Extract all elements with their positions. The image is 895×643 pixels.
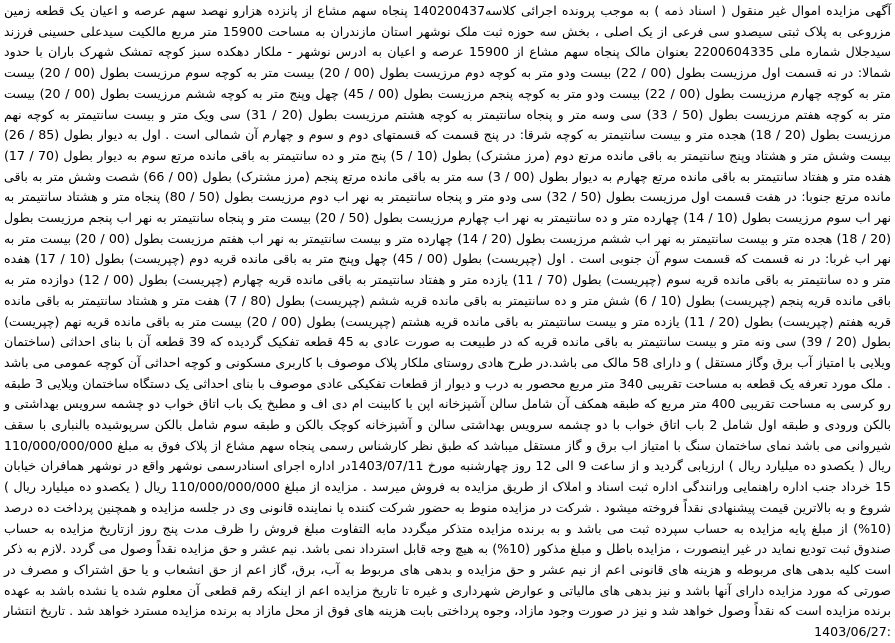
auction-notice-page xyxy=(4,1,892,640)
auction-notice-body: آگهی مزایده اموال غیر منقول ( اسناد ذمه ) به موجب پرونده اجرائی کلاسه140200437 پنجاه سهم مشاع از پانزده هزارو نهصد سهم عرصه و اعیان یک قطعه زمین مزروعی به پلاک ثبتی سیصدو سی فرعی از یک اصلی ، بخش سه حوزه ثبت ملک نوشهر استان مازندران به مساحت 15900 متر مربع مالکیت سیدعلی حسینی فرزند سیدجلال شماره ملی 2200604335 بعنوان مالک پنجاه سهم مشاع از 15900 عرصه و اعیان به ادرس نوشهر - ملکار دهکده سبز کوچه تمشک شهرک باران با حدود شمالا: در نه قسمت اول مرزیست بطول (00 / 22) بیست ودو متر به کوچه دوم مرزیست بطول (00 / 20) بیست متر به کوچه سوم مرزیست بطول (00 / 20) بیست متر به کوچه چهارم مرزیست بطول (00 / 22) بیست ودو متر به کوچه پنجم مرزیست بطول (00 / 45) چهل وپنج متر به کوچه ششم مرزیست بطول (00 / 20) بیست متر به کوچه هفتم مرزیست بطول (50 / 33) سی وسه متر و پنجاه سانتیمتر به کوچه هشتم مرزیست بطول (20 / 31) سی ویک متر و بیست سانتیمتر به کوچه نهم مرزیست بطول (20 / 18) هجده متر و بیست سانتیمتر به کوچه شرقا: در پنج قسمت که قسمتهای دوم و سوم و چهارم آن شمالی است . اول به دیوار بطول (85 / 26) بیست وشش متر و هشتاد وپنج سانتیمتر به باقی مانده مرتع دوم (مرز مشترک) بطول (10 / 5) پنج متر و ده سانتیمتر به باقی مانده مرتع سوم به دیوار بطول (70 / 17) هفده متر و هفتاد سانتیمتر به باقی مانده مرتع چهارم به دیوار بطول (00 / 3) سه متر به باقی مانده مرتع پنجم (مرز مشترک) بطول (00 / 66) شصت وشش متر به باقی مانده مرتع جنوبا: در هفت قسمت اول مرزیست بطول (50 / 32) سی ودو متر و پنجاه سانتیمتر به نهر اب دوم مرزیست بطول (50 / 80) پنجاه متر و هشتاد سانتیمتر به نهر اب سوم مرزیست بطول (10 / 14) چهارده متر و ده سانتیمتر به نهر اب چهارم مرزیست بطول (50 / 20) بیست متر و پنجاه سانتیمتر به نهر اب پنجم مرزیست بطول (20 / 18) هجده متر و بیست سانتیمتر به نهر اب ششم مرزیست بطول (20 / 14) چهارده متر و بیست سانتیمتر به نهر اب هفتم مرزیست بطول (00 / 20) بیست متر به نهر اب غربا: در نه قسمت که قسمت سوم آن جنوبی است . اول (چپریست) بطول (00 / 45) چهل وپنج متر به باقی مانده قریه دوم (چپریست) بطول (10 / 17) هفده متر و ده سانتیمتر به باقی مانده قریه سوم (چپریست) بطول (70 / 11) یازده متر و هفتاد سانتیمتر به باقی مانده قریه چهارم (چپریست) بطول (00 / 12) دوازده متر به باقی مانده قریه پنجم (چپریست) بطول (10 / 6) شش متر و ده سانتیمتر به باقی مانده قریه ششم (چپریست) بطول (80 / 7) هفت متر و هشتاد سانتیمتر به باقی مانده قریه هفتم (چپریست) بطول (20 / 11) یازده متر و بیست سانتیمتر به باقی مانده قریه هشتم (چپریست) بطول (00 / 20) بیست متر به باقی مانده قریه نهم (چپریست) بطول (20 / 39) سی ونه متر و بیست سانتیمتر به باقی مانده قریه که در طبیعت به صورت عادی به 45 قطعه تفکیک گردیده که 39 قطعه آن با بنای احداثی (ساختمان ویلایی با امتیاز آب برق وگاز مستقل ) و دارای 58 مالک می باشد.در طرح هادی روستای ملکار پلاک موصوف با کاربری مسکونی و کوچه احداثی آن کوچه عمومی می باشد . ملک مورد تعرفه یک قطعه به مساحت تقریبی 340 متر مربع محصور به درب و دیوار از قطعات تفکیکی عادی موصوف با بنای احداثی یک دستگاه ساختمان ویلایی 3 طبقه رو کرسی به مساحت تقریبی 400 متر مربع که طبقه همکف آن شامل سالن آشپزخانه اپن با کابینت ام دی اف و مطبخ یک باب اتاق خواب دو چشمه سرویس بهداشتی و بالکن ورودی و طبقه اول شامل 2 باب اتاق خواب با دو چشمه سرویس بهداشتی سالن و آشپزخانه کوچک بالکن و طبقه سوم شامل بالکن سرپوشیده بالنباری با سقف شیروانی می باشد نمای ساختمان سنگ با امتیاز اب برق و گاز مستقل میباشد که طبق نظر کارشناس رسمی پنجاه سهم مشاع از پلاک فوق به مبلغ 110/000/000/000 ریال ( یکصدو ده میلیارد ریال ) ارزیابی گردید و از ساعت 9 الی 12 روز چهارشنبه مورخ 1403/07/11در اداره اجرای اسنادرسمی نوشهر واقع در نوشهر همافران خیابان 15 خرداد جنب اداره راهنمایی ورانندگی اداره ثبت اسناد و املاک از طریق مزایده به فروش میرسد . مزایده از مبلغ 110/000/000/000 ریال ( یکصدو ده میلیارد ریال ) شروع و به بالاترین قیمت پیشنهادی نقداً فروخته میشود . شرکت در مزایده منوط به حضور شرکت کننده یا نماینده قانونی وی در جلسه مزایده و همچنین پرداخت ده درصد (10%) از مبلغ پایه مزایده به حساب سپرده ثبت می باشد و به برنده مزایده متذکر میگردد مابه التفاوت مبلغ فروش را ظرف مدت پنج روز ازتاریخ مزایده به حساب صندوق ثبت تودیع نماید در غیر اینصورت ، مزایده باطل و مبلغ مذکور (10%) به هیچ وجه قابل استرداد نمی باشد. نیم عشر و حق مزایده نقداً وصول می گردد .لازم به ذکر است کلیه بدهی های مربوطه و هزینه های قانونی اعم از نیم عشر و حق مزایده و بدهی های مربوط به آب، برق، گاز اعم از حق انشعاب و یا حق اشتراک و مصرف در صورتی که مورد مزایده دارای آنها باشد و نیز بدهی های مالیاتی و عوارض شهرداری و غیره تا تاریخ مزایده اعم از اینکه رقم قطعی آن معلوم شده یا نشده باشد به عهده برنده مزایده است که نقداً وصول خواهد شد و نیز در صورت وجود مازاد، وجوه پرداختی بابت هزینه های فوق از محل مازاد به برنده مزایده مسترد خواهد شد . تاریخ انتشار :1403/06/27 xyxy=(4,3,892,640)
